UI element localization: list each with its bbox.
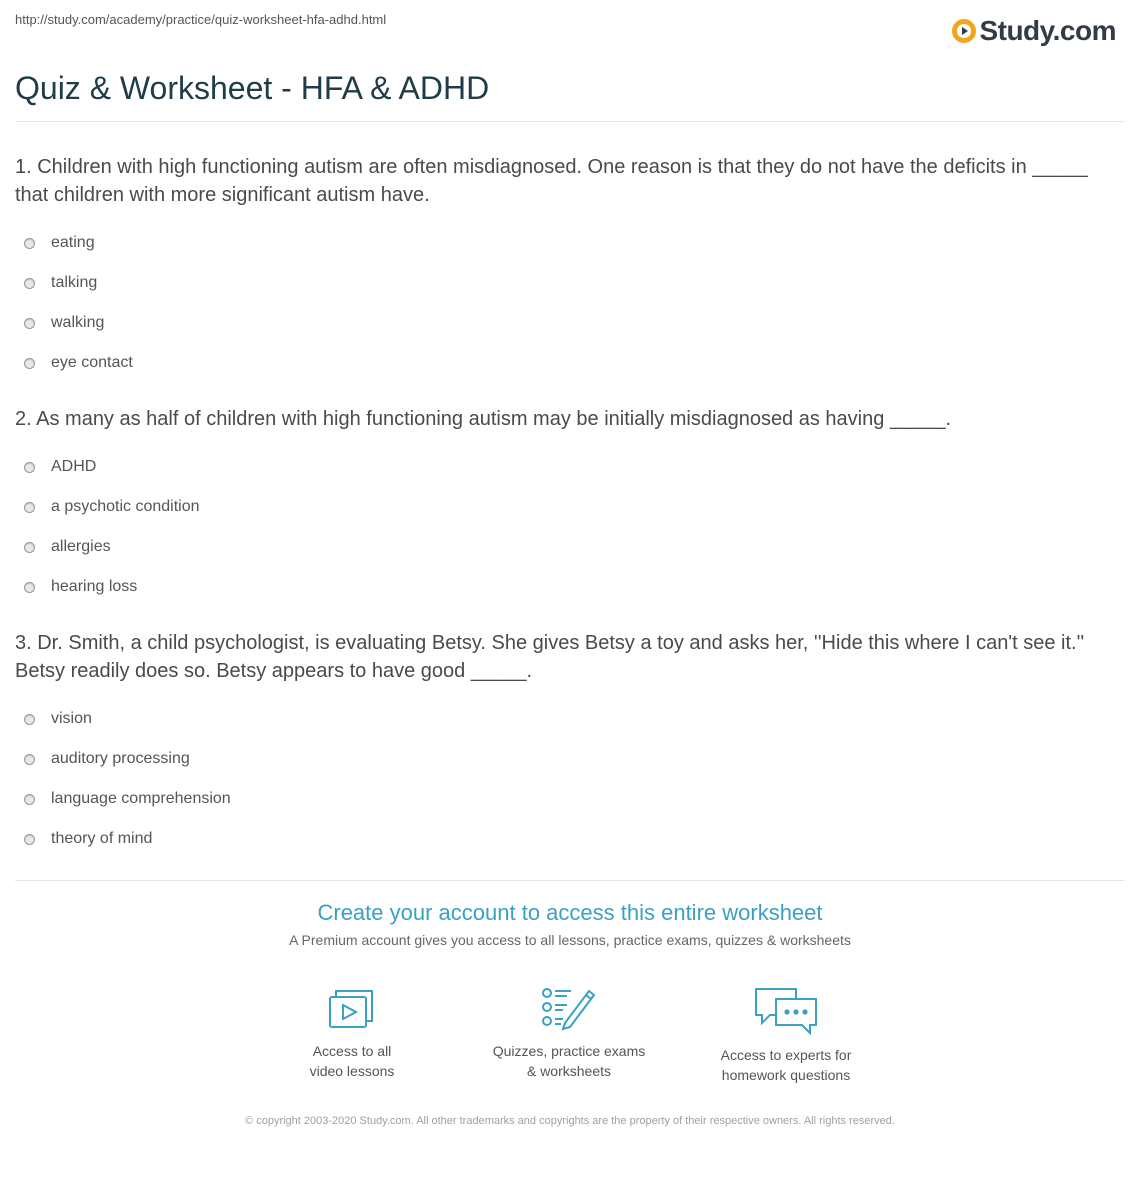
option-label: eating bbox=[51, 234, 95, 251]
radio-button[interactable] bbox=[24, 542, 35, 553]
option-label: ADHD bbox=[51, 458, 97, 475]
radio-button[interactable] bbox=[24, 278, 35, 289]
radio-button[interactable] bbox=[24, 318, 35, 329]
page-title: Quiz & Worksheet - HFA & ADHD bbox=[15, 70, 490, 106]
radio-button[interactable] bbox=[24, 358, 35, 369]
question-1 bbox=[15, 153, 1116, 383]
option-label: walking bbox=[51, 314, 105, 331]
feature-quizzes bbox=[469, 985, 669, 1081]
cta-subtitle: A Premium account gives you access to all lessons, practice exams, quizzes & worksheets bbox=[289, 932, 851, 948]
chat-bubbles-icon bbox=[754, 985, 818, 1035]
option-label: auditory processing bbox=[51, 750, 190, 767]
option-label: eye contact bbox=[51, 354, 133, 371]
answer-option[interactable] bbox=[15, 567, 1116, 607]
radio-button[interactable] bbox=[24, 238, 35, 249]
video-lessons-icon bbox=[326, 985, 378, 1031]
answer-option[interactable] bbox=[15, 819, 1116, 859]
cta-title-link[interactable]: Create your account to access this entire worksheet bbox=[317, 900, 823, 925]
option-label: a psychotic condition bbox=[51, 498, 200, 515]
question-3 bbox=[15, 629, 1116, 859]
top-bar bbox=[15, 12, 1116, 46]
radio-button[interactable] bbox=[24, 714, 35, 725]
page-url[interactable]: http://study.com/academy/practice/quiz-worksheet-hfa-adhd.html bbox=[15, 12, 387, 27]
answer-option[interactable] bbox=[15, 447, 1116, 487]
divider bbox=[15, 880, 1125, 881]
feature-label: Access to experts for homework questions bbox=[720, 1047, 852, 1083]
answer-option[interactable] bbox=[15, 699, 1116, 739]
option-label: theory of mind bbox=[51, 830, 153, 847]
answer-option[interactable] bbox=[15, 223, 1116, 263]
feature-label: Access to all video lessons bbox=[309, 1043, 395, 1079]
option-label: vision bbox=[51, 710, 92, 727]
option-label: language comprehension bbox=[51, 790, 231, 807]
question-2 bbox=[15, 405, 1116, 607]
answer-option[interactable] bbox=[15, 263, 1116, 303]
feature-experts bbox=[686, 985, 886, 1085]
radio-button[interactable] bbox=[24, 582, 35, 593]
answer-options bbox=[15, 699, 1116, 859]
copyright-footer: © copyright 2003-2020 Study.com. All other trademarks and copyrights are the property of their respective owners. All rights reserved. bbox=[245, 1115, 895, 1127]
answer-option[interactable] bbox=[15, 527, 1116, 567]
feature-label: Quizzes, practice exams & worksheets bbox=[492, 1043, 646, 1079]
play-circle-logo-icon bbox=[951, 18, 977, 44]
question-text: 2. As many as half of children with high functioning autism may be initially misdiagnosed as having _____. bbox=[15, 408, 952, 430]
feature-video-lessons bbox=[252, 985, 452, 1081]
study-logo[interactable] bbox=[951, 15, 1116, 46]
option-label: allergies bbox=[51, 538, 111, 555]
option-label: talking bbox=[51, 274, 98, 291]
answer-option[interactable] bbox=[15, 739, 1116, 779]
radio-button[interactable] bbox=[24, 462, 35, 473]
answer-option[interactable] bbox=[15, 303, 1116, 343]
divider bbox=[15, 121, 1125, 122]
question-text: 3. Dr. Smith, a child psychologist, is evaluating Betsy. She gives Betsy a toy and asks her, ''Hide this where I can't see it.'' Betsy readily does so. Betsy appears to have good _____. bbox=[15, 632, 1085, 682]
answer-options bbox=[15, 223, 1116, 383]
quiz-checklist-icon bbox=[541, 985, 597, 1031]
answer-option[interactable] bbox=[15, 779, 1116, 819]
signup-cta bbox=[0, 900, 1140, 948]
logo-text: Study.com bbox=[979, 15, 1116, 46]
question-text: 1. Children with high functioning autism are often misdiagnosed. One reason is that they do not have the deficits in _____ that children with more significant autism have. bbox=[15, 156, 1088, 206]
radio-button[interactable] bbox=[24, 754, 35, 765]
radio-button[interactable] bbox=[24, 502, 35, 513]
answer-option[interactable] bbox=[15, 343, 1116, 383]
radio-button[interactable] bbox=[24, 834, 35, 845]
answer-options bbox=[15, 447, 1116, 607]
radio-button[interactable] bbox=[24, 794, 35, 805]
option-label: hearing loss bbox=[51, 578, 138, 595]
answer-option[interactable] bbox=[15, 487, 1116, 527]
